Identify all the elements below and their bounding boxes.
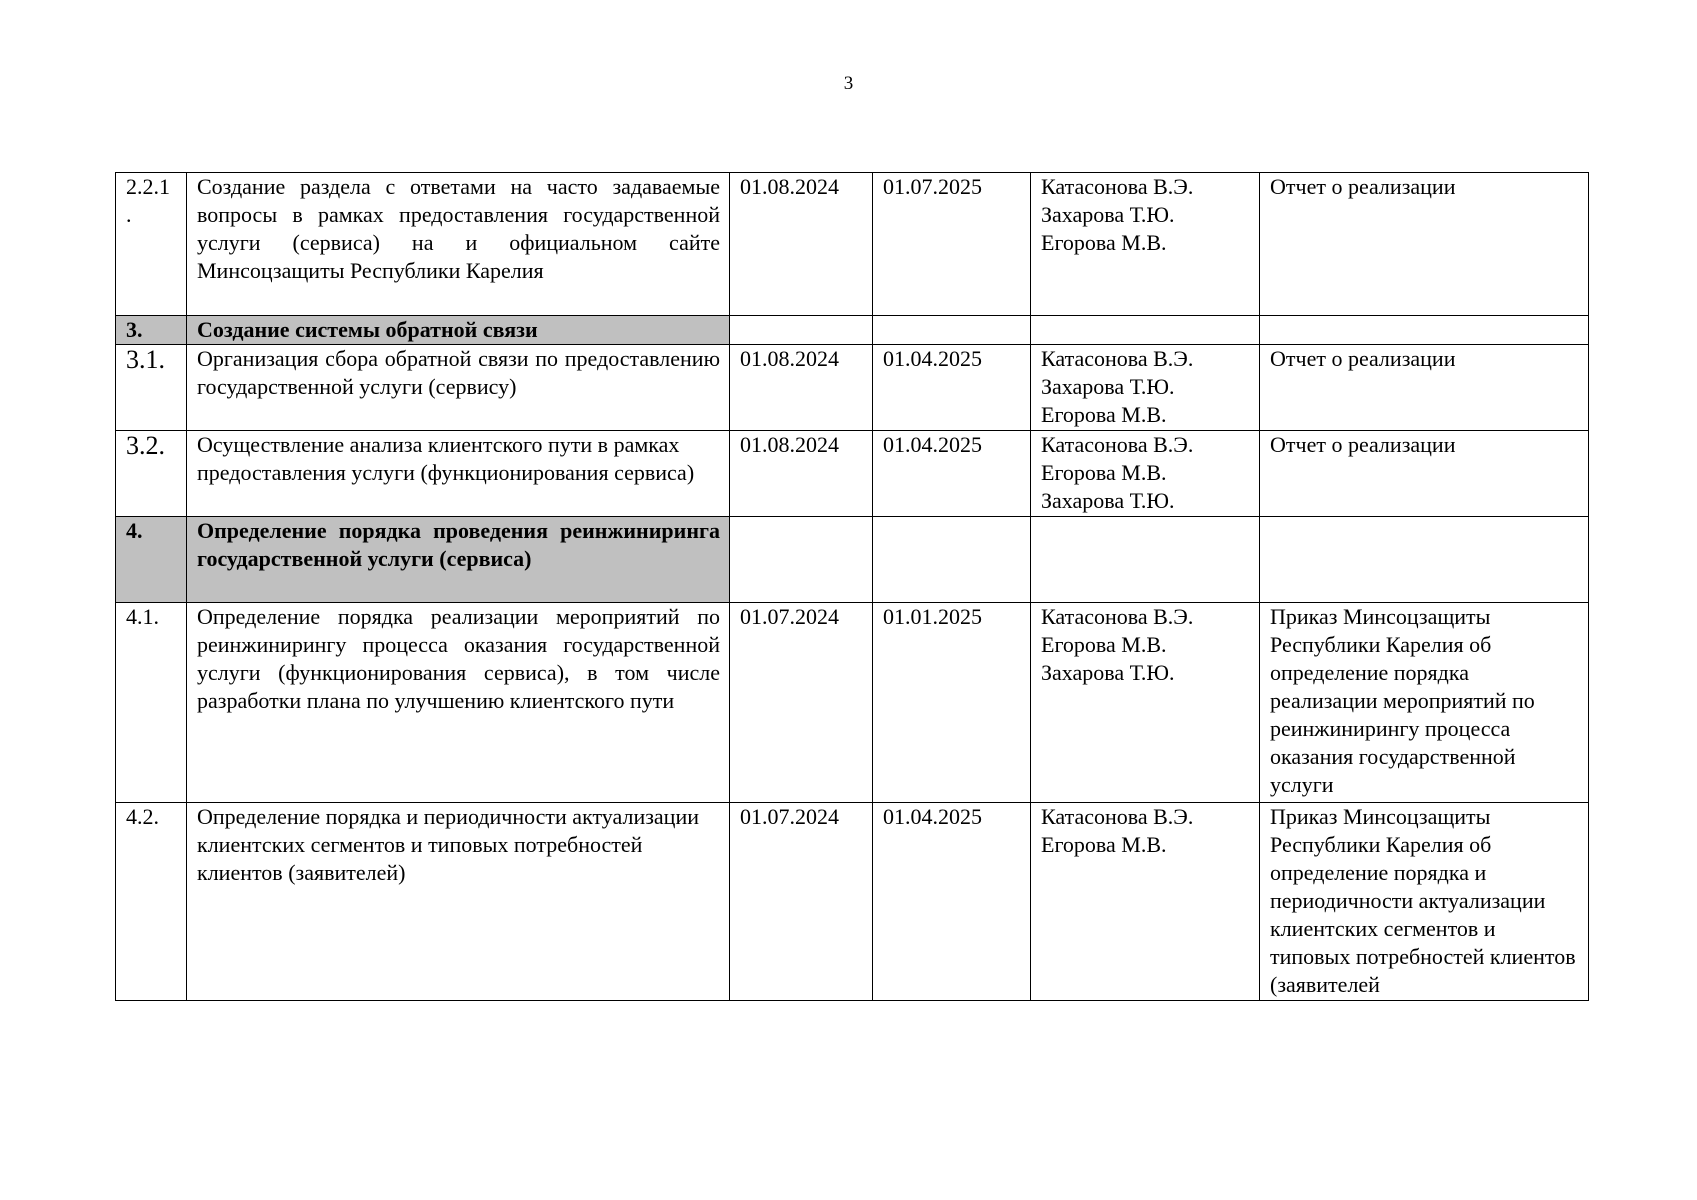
table-row (116, 603, 1589, 803)
row-number: 2.2.1 . (116, 173, 187, 316)
row-number: 4.2. (116, 803, 187, 1001)
empty-cell (730, 517, 873, 603)
result-document: Отчет о реализации (1260, 431, 1589, 517)
responsible-name: Катасонова В.Э. (1041, 432, 1194, 457)
responsible-name: Егорова М.В. (1041, 402, 1167, 427)
table-row (116, 431, 1589, 517)
end-date: 01.04.2025 (873, 803, 1031, 1001)
start-date: 01.07.2024 (730, 803, 873, 1001)
responsible-name: Катасонова В.Э. (1041, 346, 1194, 371)
responsible-persons (1031, 431, 1260, 517)
result-document: Приказ Минсоцзащиты Республики Карелия об определение порядка реализации мероприятий по реинжинирингу процесса оказания государственной услуги (1260, 603, 1589, 803)
action-plan-table (115, 172, 1589, 1001)
responsible-name: Егорова М.В. (1041, 460, 1167, 485)
end-date: 01.01.2025 (873, 603, 1031, 803)
responsible-persons (1031, 603, 1260, 803)
row-number: 3.2. (116, 431, 187, 517)
responsible-name: Захарова Т.Ю. (1041, 374, 1175, 399)
start-date: 01.08.2024 (730, 173, 873, 316)
table-row (116, 173, 1589, 316)
responsible-name: Захарова Т.Ю. (1041, 202, 1175, 227)
section-row (116, 316, 1589, 345)
responsible-name: Захарова Т.Ю. (1041, 660, 1175, 685)
end-date: 01.04.2025 (873, 431, 1031, 517)
section-number: 4. (116, 517, 187, 603)
result-document: Отчет о реализации (1260, 173, 1589, 316)
section-number: 3. (116, 316, 187, 345)
empty-cell (873, 517, 1031, 603)
table-row (116, 345, 1589, 431)
start-date: 01.08.2024 (730, 431, 873, 517)
section-row (116, 517, 1589, 603)
empty-cell (730, 316, 873, 345)
page-number: 3 (843, 73, 854, 94)
section-title: Создание системы обратной связи (187, 316, 730, 345)
responsible-name: Егорова М.В. (1041, 230, 1167, 255)
end-date: 01.04.2025 (873, 345, 1031, 431)
row-description: Определение порядка и периодичности актуализации клиентских сегментов и типовых потребностей клиентов (заявителей) (187, 803, 730, 1001)
end-date: 01.07.2025 (873, 173, 1031, 316)
empty-cell (1260, 517, 1589, 603)
empty-cell (1031, 517, 1260, 603)
responsible-persons (1031, 345, 1260, 431)
row-description: Осуществление анализа клиентского пути в рамках предоставления услуги (функционирования сервиса) (187, 431, 730, 517)
row-number: 4.1. (116, 603, 187, 803)
responsible-name: Егорова М.В. (1041, 632, 1167, 657)
responsible-name: Захарова Т.Ю. (1041, 488, 1175, 513)
empty-cell (1031, 316, 1260, 345)
section-title: Определение порядка проведения реинжиниринга государственной услуги (сервиса) (187, 517, 730, 603)
row-description: Определение порядка реализации мероприятий по реинжинирингу процесса оказания государственной услуги (функционирования сервиса), в том числе разработки плана по улучшению клиентского пути (187, 603, 730, 803)
responsible-name: Катасонова В.Э. (1041, 174, 1194, 199)
responsible-name: Катасонова В.Э. (1041, 604, 1194, 629)
row-description: Создание раздела с ответами на часто задаваемые вопросы в рамках предоставления государственной услуги (сервиса) на и официальном сайте Минсоцзащиты Республики Карелия (187, 173, 730, 316)
row-description: Организация сбора обратной связи по предоставлению государственной услуги (сервису) (187, 345, 730, 431)
result-document: Отчет о реализации (1260, 345, 1589, 431)
empty-cell (1260, 316, 1589, 345)
responsible-name: Егорова М.В. (1041, 832, 1167, 857)
responsible-name: Катасонова В.Э. (1041, 804, 1194, 829)
row-number: 3.1. (116, 345, 187, 431)
table-row (116, 803, 1589, 1001)
empty-cell (873, 316, 1031, 345)
result-document: Приказ Минсоцзащиты Республики Карелия об определение порядка и периодичности актуализации клиентских сегментов и типовых потребностей клиентов (заявителей (1260, 803, 1589, 1001)
start-date: 01.07.2024 (730, 603, 873, 803)
responsible-persons (1031, 803, 1260, 1001)
responsible-persons (1031, 173, 1260, 316)
start-date: 01.08.2024 (730, 345, 873, 431)
